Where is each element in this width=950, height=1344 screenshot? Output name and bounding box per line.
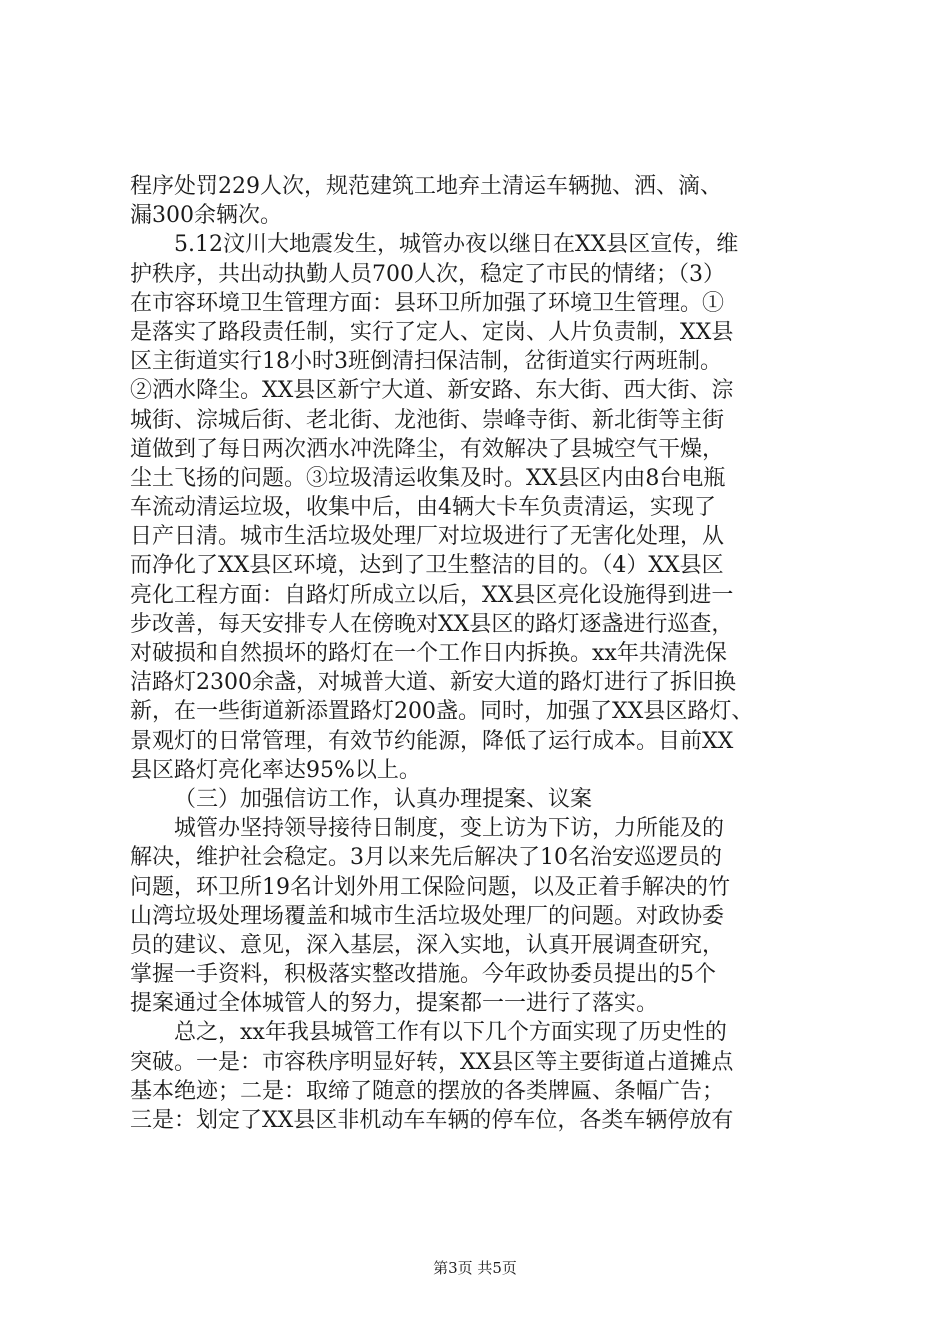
text-line: 区主街道实行18小时3班倒清扫保洁制，岔街道实行两班制。 — [130, 349, 722, 375]
text-line: 日产日清。城市生活垃圾处理厂对垃圾进行了无害化处理，从 — [130, 524, 725, 550]
text-line: 问题，环卫所19名计划外用工保险问题，以及正着手解决的竹 — [130, 874, 730, 900]
paragraph-start-line: 总之，xx年我县城管工作有以下几个方面实现了历史性的 — [174, 1020, 727, 1046]
text-line: 亮化工程方面：自路灯所成立以后，XX县区亮化设施得到进一 — [130, 582, 734, 608]
text-line: 而净化了XX县区环境，达到了卫生整洁的目的。（4）XX县区 — [130, 553, 724, 579]
text-line: 提案通过全体城管人的努力，提案都一一进行了落实。 — [130, 991, 659, 1017]
text-line: 基本绝迹；二是：取缔了随意的摆放的各类牌匾、条幅广告； — [130, 1078, 725, 1104]
text-line: 城街、淙城后街、老北街、龙池街、崇峰寺街、新北街等主街 — [130, 407, 725, 433]
text-line: 山湾垃圾处理场覆盖和城市生活垃圾处理厂的问题。对政协委 — [130, 903, 725, 929]
section-heading: （三）加强信访工作，认真办理提案、议案 — [174, 786, 593, 812]
text-line: ②洒水降尘。XX县区新宁大道、新安路、东大街、西大街、淙 — [130, 378, 734, 404]
text-line: 三是：划定了XX县区非机动车车辆的停车位，各类车辆停放有 — [130, 1108, 734, 1133]
text-line: 景观灯的日常管理，有效节约能源，降低了运行成本。目前XX — [130, 728, 734, 754]
text-line: 在市容环境卫生管理方面：县环卫所加强了环境卫生管理。① — [130, 290, 725, 316]
text-line: 解决，维护社会稳定。3月以来先后解决了10名治安巡逻员的 — [130, 845, 722, 871]
text-line: 洁路灯2300余盏，对城普大道、新安大道的路灯进行了拆旧换 — [130, 670, 736, 696]
text-line: 尘土飞扬的问题。③垃圾清运收集及时。XX县区内由8台电瓶 — [130, 465, 726, 491]
text-line: 是落实了路段责任制，实行了定人、定岗、人片负责制，XX县 — [130, 319, 734, 345]
document-body — [130, 172, 830, 1135]
text-line: 对破损和自然损坏的路灯在一个工作日内拆换。xx年共清洗保 — [130, 641, 727, 666]
text-line: 新，在一些街道新添置路灯200盏。同时，加强了XX县区路灯、 — [130, 699, 754, 725]
page-number-footer: 第3页 共5页 — [433, 1259, 517, 1277]
text-line: 护秩序，共出动执勤人员700人次，稳定了市民的情绪；（3） — [130, 261, 725, 287]
text-line: 程序处罚229人次，规范建筑工地弃土清运车辆抛、洒、滴、 — [130, 174, 722, 199]
text-line: 掌握一手资料，积极落实整改措施。今年政协委员提出的5个 — [130, 962, 716, 988]
paragraph-start-line: 5.12汶川大地震发生，城管办夜以继日在XX县区宣传，维 — [174, 232, 739, 258]
text-line: 漏300余辆次。 — [130, 203, 282, 229]
text-line: 车流动清运垃圾，收集中后，由4辆大卡车负责清运，实现了 — [130, 495, 716, 521]
paragraph-start-line: 城管办坚持领导接待日制度，变上访为下访，力所能及的 — [174, 816, 725, 842]
text-line: 步改善，每天安排专人在傍晚对XX县区的路灯逐盏进行巡查， — [130, 611, 734, 637]
text-line: 道做到了每日两次洒水冲洗降尘，有效解决了县城空气干燥， — [130, 436, 725, 462]
text-line: 员的建议、意见，深入基层，深入实地，认真开展调查研究， — [130, 932, 725, 958]
text-line: 县区路灯亮化率达95%以上。 — [130, 757, 421, 783]
text-line: 突破。一是：市容秩序明显好转，XX县区等主要街道占道摊点 — [130, 1049, 734, 1075]
